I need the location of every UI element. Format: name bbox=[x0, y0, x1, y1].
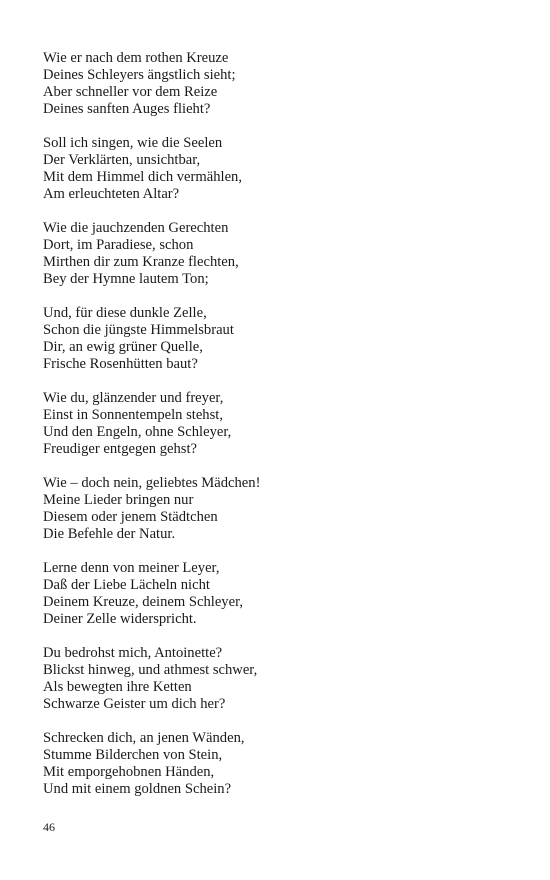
verse-line: Dort, im Paradiese, schon bbox=[43, 237, 194, 253]
verse-line: Du bedrohst mich, Antoinette? bbox=[43, 645, 223, 661]
verse-line: Frische Rosenhütten baut? bbox=[43, 356, 198, 372]
stanza bbox=[43, 730, 523, 798]
verse-line: Am erleuchteten Altar? bbox=[43, 186, 180, 202]
verse-line: Deines sanften Auges flieht? bbox=[43, 101, 211, 117]
verse-line: Und, für diese dunkle Zelle, bbox=[43, 305, 207, 321]
verse-line: Deines Schleyers ängstlich sieht; bbox=[43, 67, 236, 83]
stanza bbox=[43, 475, 523, 543]
verse-line: Blickst hinweg, und athmest schwer, bbox=[43, 662, 258, 678]
stanza bbox=[43, 645, 523, 713]
verse-line: Freudiger entgegen gehst? bbox=[43, 441, 197, 457]
verse-line: Einst in Sonnentempeln stehst, bbox=[43, 407, 223, 423]
verse-line: Mit emporgehobnen Händen, bbox=[43, 764, 215, 780]
verse-line: Aber schneller vor dem Reize bbox=[43, 84, 218, 100]
page-number: 46 bbox=[43, 820, 55, 834]
stanza bbox=[43, 135, 523, 203]
verse-line: Mit dem Himmel dich vermählen, bbox=[43, 169, 242, 185]
verse-line: Und mit einem goldnen Schein? bbox=[43, 781, 232, 797]
verse-line: Wie er nach dem rothen Kreuze bbox=[43, 50, 229, 66]
verse-line: Wie – doch nein, geliebtes Mädchen! bbox=[43, 475, 261, 491]
verse-line: Und den Engeln, ohne Schleyer, bbox=[43, 424, 232, 440]
stanza bbox=[43, 305, 523, 373]
verse-line: Stumme Bilderchen von Stein, bbox=[43, 747, 223, 763]
verse-line: Mirthen dir zum Kranze flechten, bbox=[43, 254, 239, 270]
verse-line: Als bewegten ihre Ketten bbox=[43, 679, 192, 695]
verse-line: Lerne denn von meiner Leyer, bbox=[43, 560, 220, 576]
verse-line: Schrecken dich, an jenen Wänden, bbox=[43, 730, 245, 746]
verse-line: Wie du, glänzender und freyer, bbox=[43, 390, 224, 406]
verse-line: Die Befehle der Natur. bbox=[43, 526, 176, 542]
stanza bbox=[43, 390, 523, 458]
stanza bbox=[43, 50, 523, 118]
verse-line: Wie die jauchzenden Gerechten bbox=[43, 220, 229, 236]
verse-line: Bey der Hymne lautem Ton; bbox=[43, 271, 209, 287]
verse-line: Schon die jüngste Himmelsbraut bbox=[43, 322, 234, 338]
verse-line: Diesem oder jenem Städtchen bbox=[43, 509, 218, 525]
verse-line: Der Verklärten, unsichtbar, bbox=[43, 152, 201, 168]
stanza bbox=[43, 560, 523, 628]
stanza bbox=[43, 220, 523, 288]
verse-line: Daß der Liebe Lächeln nicht bbox=[43, 577, 210, 593]
verse-line: Deiner Zelle widerspricht. bbox=[43, 611, 197, 627]
poem-text bbox=[43, 50, 523, 815]
verse-line: Dir, an ewig grüner Quelle, bbox=[43, 339, 203, 355]
verse-line: Soll ich singen, wie die Seelen bbox=[43, 135, 223, 151]
verse-line: Deinem Kreuze, deinem Schleyer, bbox=[43, 594, 243, 610]
verse-line: Schwarze Geister um dich her? bbox=[43, 696, 226, 712]
verse-line: Meine Lieder bringen nur bbox=[43, 492, 194, 508]
